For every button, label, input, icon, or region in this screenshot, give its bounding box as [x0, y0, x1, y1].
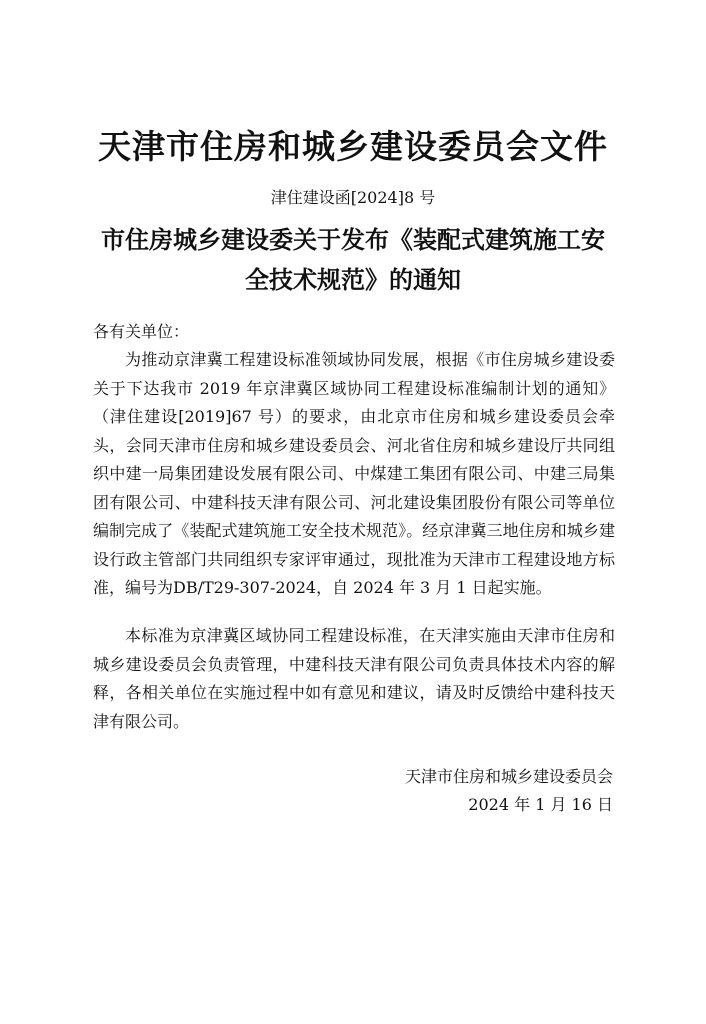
body-paragraph-1: 为推动京津冀工程建设标准领域协同发展，根据《市住房城乡建设委关于下达我市 2019 年京津冀区域协同工程建设标准编制计划的通知》（津住建设[2019]67 号）的要求，由北京市住房和城乡建设委员会牵头，会同天津市住房和城乡建设委员会、河北省住房和城乡建设厅共同组织中建一局集团建设发展有限公司、中煤建工集团有限公司、中建三局集团有限公司、中建科技天津有限公司、河北建设集团股份有限公司等单位编制完成了《装配式建筑施工安全技术规范》。经京津冀三地住房和城乡建设行政主管部门共同组织专家评审通过，现批准为天津市工程建设地方标准，编号为DB/T29-307-2024，自 2024 年 3 月 1 日起实施。 [93, 350, 615, 597]
body-paragraph-2: 本标准为京津冀区域协同工程建设标准，在天津实施由天津市住房和城乡建设委员会负责管理，中建科技天津有限公司负责具体技术内容的解释，各相关单位在实施过程中如有意见和建议，请及时反馈给中建科技天津有限公司。 [93, 626, 615, 731]
signature-date: 2024 年 1 月 16 日 [468, 795, 613, 814]
document-header: 天津市住房和城乡建设委员会文件 [98, 127, 608, 166]
document-title-line-1: 市住房城乡建设委关于发布《装配式建筑施工安 [101, 225, 605, 254]
document-title [0, 220, 706, 300]
document-number: 津住建设函[2024]8 号 [270, 188, 436, 207]
salutation: 各有关单位： [93, 322, 190, 341]
document-title-line-2: 全技术规范》的通知 [245, 265, 461, 294]
signature-organization: 天津市住房和城乡建设委员会 [404, 767, 613, 786]
